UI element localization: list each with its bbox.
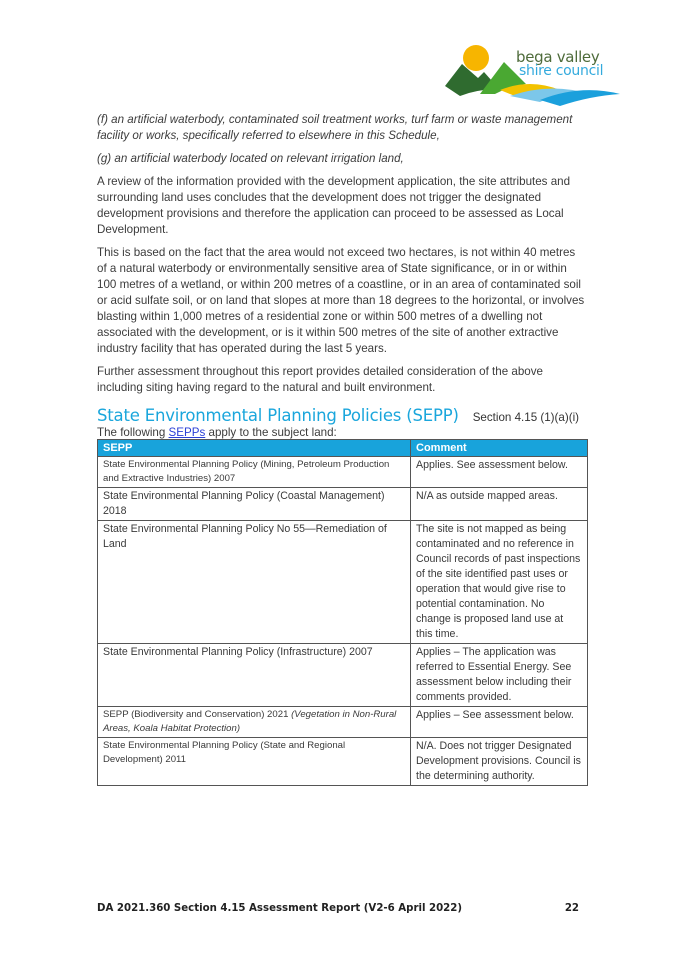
table-row [98, 457, 588, 488]
section-heading-row [97, 406, 587, 425]
logo-line-1: bega valley [516, 48, 600, 66]
sepp-cell: State Environmental Planning Policy (Infrastructure) 2007 [98, 644, 411, 707]
comment-cell: N/A as outside mapped areas. [411, 488, 588, 521]
clause-f: (f) an artificial waterbody, contaminated soil treatment works, turf farm or waste management facility or works, specifically referred to elsewhere in this Schedule, [97, 113, 573, 142]
comment-cell: The site is not mapped as being contaminated and no reference in Council records of past inspections of the site identified past uses or operation that would give rise to potential contamination. No change is proposed land use at this time. [411, 521, 588, 644]
table-header-row [98, 440, 588, 457]
section-reference: Section 4.15 (1)(a)(i) [472, 411, 580, 424]
intro-before: The following [97, 426, 169, 439]
sepp-cell: State Environmental Planning Policy No 55—Remediation of Land [98, 521, 411, 644]
table-row [98, 488, 588, 521]
sepp-table [97, 439, 588, 786]
table-row [98, 644, 588, 707]
comment-cell: N/A. Does not trigger Designated Development provisions. Council is the determining authority. [411, 738, 588, 786]
logo-sun [463, 45, 489, 71]
page-footer [97, 903, 579, 914]
logo-line-2: shire council [519, 63, 604, 79]
header-sepp: SEPP [98, 440, 411, 457]
page-number: 22 [564, 903, 579, 914]
further-paragraph: Further assessment throughout this report provides detailed consideration of the above including siting having regard to the natural and built environment. [97, 365, 543, 394]
table-row [98, 521, 588, 644]
sepp-subtitle: (Vegetation in Non-Rural Areas, Koala Habitat Protection) [103, 709, 397, 734]
sepp-cell: State Environmental Planning Policy (State and Regional Development) 2011 [98, 738, 411, 786]
intro-after: apply to the subject land: [205, 426, 337, 439]
review-paragraph: A review of the information provided with the development application, the site attributes and surrounding land uses concludes that the development does not trigger the designated development provisions and therefore the application can proceed to be assessed as Local Development. [97, 175, 571, 236]
table-row [98, 738, 588, 786]
sepp-cell: State Environmental Planning Policy (Mining, Petroleum Production and Extractive Industries) 2007 [98, 457, 411, 488]
clause-g: (g) an artificial waterbody located on relevant irrigation land, [97, 152, 404, 165]
sepp-name: SEPP (Biodiversity and Conservation) 2021 [103, 709, 292, 720]
section-heading: State Environmental Planning Policies (SEPP) [97, 406, 459, 425]
document-body [97, 112, 587, 441]
header-comment: Comment [411, 440, 588, 457]
comment-cell: Applies – See assessment below. [411, 707, 588, 738]
comment-cell: Applies. See assessment below. [411, 457, 588, 488]
sepps-link[interactable]: SEPPs [168, 426, 206, 439]
sepp-cell [98, 707, 411, 738]
footer-title: DA 2021.360 Section 4.15 Assessment Report (V2-6 April 2022) [97, 903, 463, 914]
sepp-cell: State Environmental Planning Policy (Coastal Management) 2018 [98, 488, 411, 521]
table-row [98, 707, 588, 738]
basis-paragraph: This is based on the fact that the area would not exceed two hectares, is not within 40 metres of a natural waterbody or environmentally sensitive area of State significance, or in or within 100 metres of a wetland, or within 200 metres of a coastline, or in an area of contaminated soil or acid sulfate soil, or on land that slopes at more than 18 degrees to the horizontal, or involves blasting within 1,000 metres of a residential zone or within 500 metres of a dwelling not associated with the development, or is it within 500 metres of the site of another extractive industry facility that has operated during the last 5 years. [97, 246, 585, 355]
comment-cell: Applies – The application was referred to Essential Energy. See assessment below including their comments provided. [411, 644, 588, 707]
